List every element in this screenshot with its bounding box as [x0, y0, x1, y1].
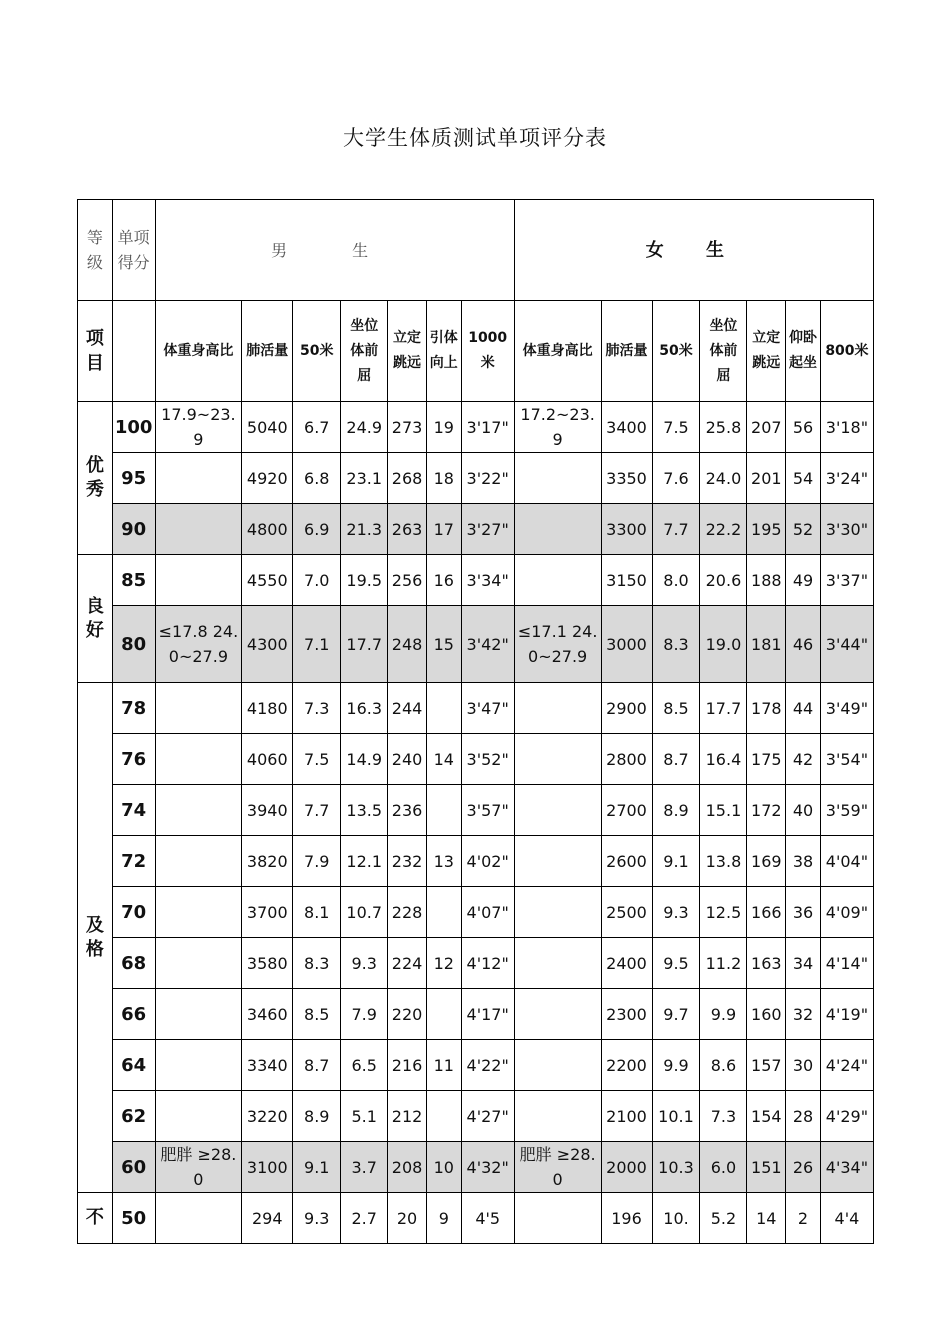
male-value-cell: 3100 [242, 1142, 293, 1193]
female-value-cell: 207 [747, 402, 786, 453]
table-row [78, 606, 874, 683]
male-value-cell: 肥胖 ≥28.0 [155, 1142, 242, 1193]
male-value-cell: 16.3 [341, 683, 388, 734]
male-value-cell: 8.5 [293, 989, 341, 1040]
female-value-cell: 166 [747, 887, 786, 938]
male-value-cell: 17 [426, 504, 461, 555]
female-value-cell [514, 1091, 601, 1142]
male-col-header: 立定跳远 [388, 301, 427, 402]
female-value-cell: 19.0 [700, 606, 747, 683]
female-value-cell: 201 [747, 453, 786, 504]
female-value-cell: 2800 [601, 734, 652, 785]
female-value-cell: 154 [747, 1091, 786, 1142]
male-value-cell: 256 [388, 555, 427, 606]
female-value-cell: 2900 [601, 683, 652, 734]
male-value-cell: 220 [388, 989, 427, 1040]
table-row [78, 734, 874, 785]
male-col-header: 坐位体前屈 [341, 301, 388, 402]
female-value-cell: 42 [786, 734, 821, 785]
male-value-cell: 9.3 [341, 938, 388, 989]
female-value-cell: 38 [786, 836, 821, 887]
score-cell: 70 [112, 887, 155, 938]
male-value-cell: 7.9 [293, 836, 341, 887]
female-value-cell: 7.5 [652, 402, 700, 453]
male-value-cell [426, 1091, 461, 1142]
male-value-cell: 273 [388, 402, 427, 453]
female-value-cell: 28 [786, 1091, 821, 1142]
male-value-cell: 3'34" [461, 555, 514, 606]
female-value-cell: 7.6 [652, 453, 700, 504]
male-value-cell: 19.5 [341, 555, 388, 606]
female-value-cell: 5.2 [700, 1193, 747, 1244]
female-value-cell: 3'30" [820, 504, 873, 555]
male-value-cell [155, 504, 242, 555]
male-value-cell [155, 1040, 242, 1091]
male-value-cell: 2.7 [341, 1193, 388, 1244]
male-value-cell: 12.1 [341, 836, 388, 887]
male-value-cell: 4800 [242, 504, 293, 555]
level-header: 等级 [78, 200, 113, 301]
female-value-cell: 49 [786, 555, 821, 606]
female-value-cell: 4'04" [820, 836, 873, 887]
female-col-header: 800米 [820, 301, 873, 402]
male-value-cell: 20 [388, 1193, 427, 1244]
female-value-cell: 6.0 [700, 1142, 747, 1193]
female-value-cell: 3'54" [820, 734, 873, 785]
male-value-cell: 4'27" [461, 1091, 514, 1142]
female-value-cell: 2000 [601, 1142, 652, 1193]
female-value-cell: 46 [786, 606, 821, 683]
male-value-cell: 3460 [242, 989, 293, 1040]
female-value-cell [514, 504, 601, 555]
male-value-cell: 9.1 [293, 1142, 341, 1193]
male-header: 男 生 [155, 200, 514, 301]
score-table-container [77, 199, 874, 1229]
score-cell: 64 [112, 1040, 155, 1091]
female-value-cell: 40 [786, 785, 821, 836]
female-value-cell: 3150 [601, 555, 652, 606]
female-value-cell: 22.2 [700, 504, 747, 555]
male-value-cell: 17.9~23.9 [155, 402, 242, 453]
male-value-cell: 14 [426, 734, 461, 785]
male-value-cell: 4180 [242, 683, 293, 734]
female-value-cell: 160 [747, 989, 786, 1040]
male-value-cell: 3'52" [461, 734, 514, 785]
male-value-cell: 12 [426, 938, 461, 989]
male-value-cell [155, 1091, 242, 1142]
male-col-header: 肺活量 [242, 301, 293, 402]
score-header: 单项得分 [112, 200, 155, 301]
score-cell: 62 [112, 1091, 155, 1142]
male-value-cell [155, 887, 242, 938]
header-row-2 [78, 301, 874, 402]
female-value-cell: 7.7 [652, 504, 700, 555]
male-value-cell: 4550 [242, 555, 293, 606]
table-row [78, 504, 874, 555]
male-value-cell: 4'02" [461, 836, 514, 887]
female-value-cell: 24.0 [700, 453, 747, 504]
male-value-cell [155, 938, 242, 989]
female-value-cell: 7.3 [700, 1091, 747, 1142]
female-value-cell: 3'24" [820, 453, 873, 504]
blank-header [112, 301, 155, 402]
table-row [78, 683, 874, 734]
male-value-cell: 4'12" [461, 938, 514, 989]
male-value-cell: 3'57" [461, 785, 514, 836]
male-value-cell [155, 683, 242, 734]
female-value-cell: 8.7 [652, 734, 700, 785]
female-value-cell [514, 887, 601, 938]
female-value-cell: 157 [747, 1040, 786, 1091]
female-value-cell: 2400 [601, 938, 652, 989]
female-value-cell: 4'29" [820, 1091, 873, 1142]
female-value-cell: 10. [652, 1193, 700, 1244]
female-value-cell: 175 [747, 734, 786, 785]
table-row [78, 836, 874, 887]
male-value-cell: 8.7 [293, 1040, 341, 1091]
male-value-cell: 6.8 [293, 453, 341, 504]
male-value-cell: 9.3 [293, 1193, 341, 1244]
female-value-cell: 11.2 [700, 938, 747, 989]
male-value-cell: 4060 [242, 734, 293, 785]
male-value-cell: 240 [388, 734, 427, 785]
male-value-cell: 7.1 [293, 606, 341, 683]
female-value-cell: 54 [786, 453, 821, 504]
score-cell: 100 [112, 402, 155, 453]
female-value-cell: 17.7 [700, 683, 747, 734]
male-value-cell: 7.7 [293, 785, 341, 836]
female-col-header: 仰卧起坐 [786, 301, 821, 402]
table-row [78, 1091, 874, 1142]
female-value-cell: 8.9 [652, 785, 700, 836]
female-value-cell: 34 [786, 938, 821, 989]
female-value-cell: 8.3 [652, 606, 700, 683]
female-value-cell: 14 [747, 1193, 786, 1244]
male-value-cell: 3820 [242, 836, 293, 887]
score-cell: 76 [112, 734, 155, 785]
male-value-cell: 13 [426, 836, 461, 887]
male-value-cell: 23.1 [341, 453, 388, 504]
male-value-cell [155, 989, 242, 1040]
score-cell: 78 [112, 683, 155, 734]
male-value-cell: 3'27" [461, 504, 514, 555]
female-value-cell [514, 785, 601, 836]
level-cell: 良好 [78, 555, 113, 683]
table-row [78, 555, 874, 606]
table-row [78, 402, 874, 453]
male-value-cell: 263 [388, 504, 427, 555]
female-value-cell: 3000 [601, 606, 652, 683]
male-value-cell [426, 989, 461, 1040]
table-body [78, 402, 874, 1244]
female-value-cell: 2200 [601, 1040, 652, 1091]
female-value-cell: 10.1 [652, 1091, 700, 1142]
male-value-cell: ≤17.8 24.0~27.9 [155, 606, 242, 683]
female-value-cell: 16.4 [700, 734, 747, 785]
table-row [78, 1193, 874, 1244]
female-value-cell: 13.8 [700, 836, 747, 887]
male-value-cell: 4'17" [461, 989, 514, 1040]
female-value-cell: 25.8 [700, 402, 747, 453]
male-value-cell: 3940 [242, 785, 293, 836]
female-value-cell: 196 [601, 1193, 652, 1244]
female-value-cell [514, 453, 601, 504]
female-col-header: 坐位体前屈 [700, 301, 747, 402]
male-value-cell: 13.5 [341, 785, 388, 836]
female-value-cell: 151 [747, 1142, 786, 1193]
female-value-cell: 2300 [601, 989, 652, 1040]
score-cell: 60 [112, 1142, 155, 1193]
male-value-cell [426, 887, 461, 938]
female-value-cell: 2500 [601, 887, 652, 938]
male-value-cell [155, 785, 242, 836]
female-value-cell: 52 [786, 504, 821, 555]
female-value-cell: 4'14" [820, 938, 873, 989]
score-cell: 95 [112, 453, 155, 504]
male-value-cell: 3220 [242, 1091, 293, 1142]
female-value-cell: 4'4 [820, 1193, 873, 1244]
male-value-cell: 7.9 [341, 989, 388, 1040]
page-title: 大学生体质测试单项评分表 [343, 126, 607, 150]
male-value-cell: 14.9 [341, 734, 388, 785]
female-col-header: 肺活量 [601, 301, 652, 402]
female-value-cell: 3'59" [820, 785, 873, 836]
male-value-cell [155, 734, 242, 785]
male-col-header: 50米 [293, 301, 341, 402]
score-table [77, 199, 874, 1244]
female-value-cell: 32 [786, 989, 821, 1040]
female-value-cell [514, 683, 601, 734]
female-value-cell [514, 938, 601, 989]
male-value-cell: 208 [388, 1142, 427, 1193]
male-value-cell: 3.7 [341, 1142, 388, 1193]
male-value-cell: 3'17" [461, 402, 514, 453]
male-value-cell: 294 [242, 1193, 293, 1244]
male-value-cell: 4300 [242, 606, 293, 683]
male-value-cell [155, 555, 242, 606]
score-cell: 66 [112, 989, 155, 1040]
female-value-cell: 181 [747, 606, 786, 683]
item-header: 项目 [78, 301, 113, 402]
female-value-cell: ≤17.1 24.0~27.9 [514, 606, 601, 683]
female-value-cell: 2600 [601, 836, 652, 887]
male-value-cell: 232 [388, 836, 427, 887]
male-value-cell: 24.9 [341, 402, 388, 453]
male-value-cell: 6.7 [293, 402, 341, 453]
table-row [78, 453, 874, 504]
female-value-cell: 3300 [601, 504, 652, 555]
male-value-cell: 8.3 [293, 938, 341, 989]
score-cell: 90 [112, 504, 155, 555]
score-cell: 68 [112, 938, 155, 989]
male-col-header: 引体向上 [426, 301, 461, 402]
male-value-cell [155, 836, 242, 887]
female-value-cell: 10.3 [652, 1142, 700, 1193]
female-value-cell: 36 [786, 887, 821, 938]
female-value-cell: 肥胖 ≥28.0 [514, 1142, 601, 1193]
score-cell: 85 [112, 555, 155, 606]
female-col-header: 立定跳远 [747, 301, 786, 402]
score-cell: 80 [112, 606, 155, 683]
male-value-cell: 5.1 [341, 1091, 388, 1142]
male-value-cell: 212 [388, 1091, 427, 1142]
male-value-cell: 3580 [242, 938, 293, 989]
table-row [78, 1040, 874, 1091]
female-value-cell [514, 989, 601, 1040]
score-cell: 50 [112, 1193, 155, 1244]
male-value-cell: 9 [426, 1193, 461, 1244]
male-col-header: 体重身高比 [155, 301, 242, 402]
female-value-cell: 9.9 [652, 1040, 700, 1091]
female-value-cell: 178 [747, 683, 786, 734]
female-value-cell: 169 [747, 836, 786, 887]
male-value-cell: 228 [388, 887, 427, 938]
male-value-cell: 8.1 [293, 887, 341, 938]
female-value-cell: 20.6 [700, 555, 747, 606]
female-value-cell: 44 [786, 683, 821, 734]
header-row-1 [78, 200, 874, 301]
table-row [78, 938, 874, 989]
female-value-cell: 2700 [601, 785, 652, 836]
female-value-cell: 56 [786, 402, 821, 453]
female-value-cell: 9.7 [652, 989, 700, 1040]
male-value-cell: 4920 [242, 453, 293, 504]
male-value-cell: 4'07" [461, 887, 514, 938]
male-value-cell: 236 [388, 785, 427, 836]
female-value-cell: 9.5 [652, 938, 700, 989]
male-value-cell: 3'42" [461, 606, 514, 683]
male-value-cell: 216 [388, 1040, 427, 1091]
female-value-cell: 4'09" [820, 887, 873, 938]
female-value-cell: 4'19" [820, 989, 873, 1040]
female-value-cell: 17.2~23.9 [514, 402, 601, 453]
male-value-cell: 10.7 [341, 887, 388, 938]
male-value-cell: 11 [426, 1040, 461, 1091]
male-value-cell: 8.9 [293, 1091, 341, 1142]
female-value-cell: 9.1 [652, 836, 700, 887]
male-value-cell [426, 683, 461, 734]
male-value-cell: 15 [426, 606, 461, 683]
male-value-cell: 7.5 [293, 734, 341, 785]
male-value-cell: 21.3 [341, 504, 388, 555]
female-value-cell: 15.1 [700, 785, 747, 836]
male-value-cell: 18 [426, 453, 461, 504]
table-row [78, 1142, 874, 1193]
female-value-cell [514, 1040, 601, 1091]
male-value-cell: 4'32" [461, 1142, 514, 1193]
male-value-cell: 5040 [242, 402, 293, 453]
male-value-cell: 268 [388, 453, 427, 504]
male-value-cell: 3340 [242, 1040, 293, 1091]
male-value-cell: 6.5 [341, 1040, 388, 1091]
male-value-cell: 6.9 [293, 504, 341, 555]
score-cell: 72 [112, 836, 155, 887]
female-col-header: 体重身高比 [514, 301, 601, 402]
male-value-cell: 10 [426, 1142, 461, 1193]
male-value-cell: 3'22" [461, 453, 514, 504]
male-value-cell: 248 [388, 606, 427, 683]
female-value-cell: 12.5 [700, 887, 747, 938]
female-value-cell: 163 [747, 938, 786, 989]
female-value-cell: 2 [786, 1193, 821, 1244]
female-value-cell: 4'24" [820, 1040, 873, 1091]
table-row [78, 785, 874, 836]
level-cell: 不 [78, 1193, 113, 1244]
female-value-cell: 30 [786, 1040, 821, 1091]
male-value-cell: 4'5 [461, 1193, 514, 1244]
male-value-cell: 19 [426, 402, 461, 453]
female-value-cell: 3400 [601, 402, 652, 453]
level-cell: 及格 [78, 683, 113, 1193]
female-value-cell: 3'18" [820, 402, 873, 453]
female-value-cell: 2100 [601, 1091, 652, 1142]
table-row [78, 887, 874, 938]
score-cell: 74 [112, 785, 155, 836]
male-value-cell [155, 1193, 242, 1244]
female-value-cell: 8.6 [700, 1040, 747, 1091]
female-value-cell: 9.3 [652, 887, 700, 938]
female-value-cell [514, 836, 601, 887]
male-value-cell: 16 [426, 555, 461, 606]
female-value-cell: 9.9 [700, 989, 747, 1040]
male-value-cell: 4'22" [461, 1040, 514, 1091]
female-value-cell: 26 [786, 1142, 821, 1193]
female-value-cell: 3'44" [820, 606, 873, 683]
male-value-cell: 3700 [242, 887, 293, 938]
female-value-cell: 3'49" [820, 683, 873, 734]
female-value-cell: 8.0 [652, 555, 700, 606]
female-value-cell: 3350 [601, 453, 652, 504]
male-value-cell: 17.7 [341, 606, 388, 683]
female-value-cell: 195 [747, 504, 786, 555]
level-cell: 优秀 [78, 402, 113, 555]
male-value-cell: 7.0 [293, 555, 341, 606]
male-value-cell: 7.3 [293, 683, 341, 734]
table-row [78, 989, 874, 1040]
female-header: 女 生 [514, 200, 873, 301]
female-value-cell [514, 555, 601, 606]
female-value-cell: 4'34" [820, 1142, 873, 1193]
female-value-cell: 3'37" [820, 555, 873, 606]
male-value-cell [426, 785, 461, 836]
female-value-cell [514, 1193, 601, 1244]
male-value-cell: 244 [388, 683, 427, 734]
female-value-cell: 8.5 [652, 683, 700, 734]
male-value-cell: 224 [388, 938, 427, 989]
male-value-cell [155, 453, 242, 504]
female-col-header: 50米 [652, 301, 700, 402]
female-value-cell: 188 [747, 555, 786, 606]
male-value-cell: 3'47" [461, 683, 514, 734]
female-value-cell: 172 [747, 785, 786, 836]
female-value-cell [514, 734, 601, 785]
male-col-header: 1000米 [461, 301, 514, 402]
